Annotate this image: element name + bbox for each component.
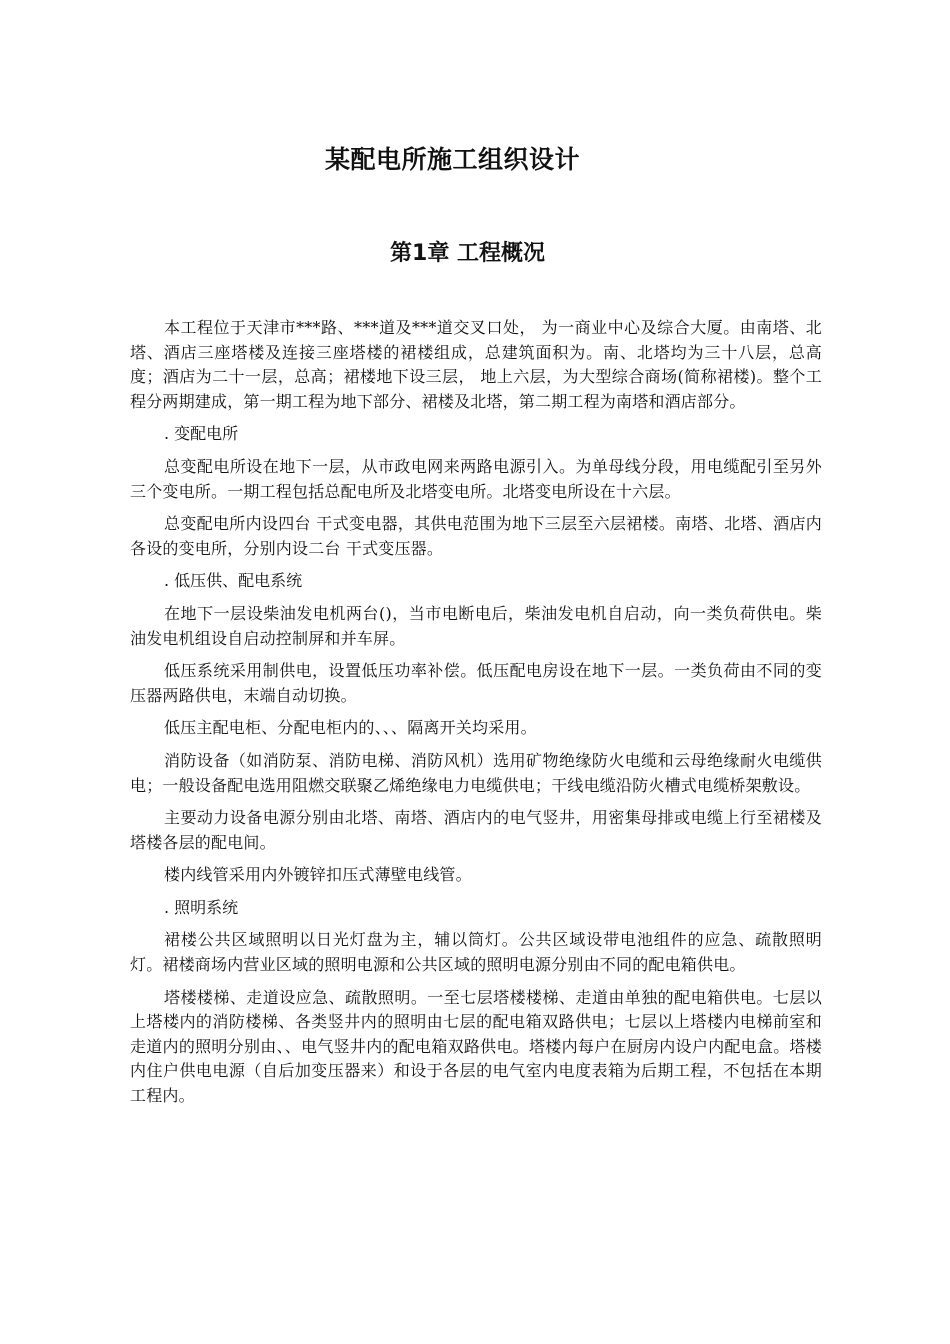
paragraph-switchgear: 低压主配电柜、分配电柜内的、、、隔离开关均采用。 — [164, 718, 537, 738]
paragraph-conduits: 楼内线管采用内外镀锌扣压式薄壁电线管。 — [164, 865, 472, 885]
paragraph-diesel-generators: 在地下一层设柴油发电机两台()，当市电断电后，柴油发电机自启动，向一类负荷供电。柴油发电机组设自启动控制屏和并车屏。 — [130, 603, 822, 648]
section-heading-low-voltage: . 低压供、配电系统 — [164, 571, 303, 591]
chapter-title: 第1章 工程概况 — [390, 241, 545, 266]
section-heading-substation: . 变配电所 — [164, 424, 239, 444]
paragraph-main-substation: 总变配电所设在地下一层，从市政电网来两路电源引入。为单母线分段，用电缆配引至另外三个变电所。一期工程包括总配电所及北塔变电所。北塔变电所设在十六层。 — [130, 456, 822, 501]
paragraph-podium-lighting: 裙楼公共区域照明以日光灯盘为主，辅以筒灯。公共区域设带电池组件的应急、疏散照明灯。裙楼商场内营业区域的照明电源和公共区域的照明电源分别由不同的配电箱供电。 — [130, 930, 822, 975]
document-body — [130, 316, 822, 1117]
paragraph-low-voltage-system: 低压系统采用制供电，设置低压功率补偿。低压配电房设在地下一层。一类负荷由不同的变压器两路供电，末端自动切换。 — [130, 661, 822, 705]
document-title: 某配电所施工组织设计 — [324, 145, 580, 174]
paragraph-fire-equipment-cables: 消防设备（如消防泵、消防电梯、消防风机）选用矿物绝缘防火电缆和云母绝缘耐火电缆供电；一般设备配电选用阻燃交联聚乙烯绝缘电力电缆供电；干线电缆沿防火槽式电缆桥架敷设。 — [130, 750, 822, 795]
paragraph-transformers: 总变配电所内设四台 干式变电器，其供电范围为地下三层至六层裙楼。南塔、北塔、酒店内各设的变电所，分别内设二台 干式变压器。 — [130, 514, 822, 558]
paragraph-tower-lighting: 塔楼楼梯、走道设应急、疏散照明。一至七层塔楼楼梯、走道由单独的配电箱供电。七层以上塔楼内的消防楼梯、各类竖井内的照明由七层的配电箱双路供电；七层以上塔楼内电梯前室和走道内的照明分别由、、电气竖井内的配电箱双路供电。塔楼内每户在厨房内设户内配电盒。塔楼内住户供电电源（自后加变压器来）和设于各层的电气室内电度表箱为后期工程，不包括在本期工程内。 — [130, 987, 822, 1106]
section-heading-lighting: . 照明系统 — [164, 897, 239, 917]
paragraph-power-risers: 主要动力设备电源分别由北塔、南塔、酒店内的电气竖井，用密集母排或电缆上行至裙楼及塔楼各层的配电间。 — [130, 808, 822, 852]
paragraph-project-location: 本工程位于天津市***路、***道及***道交叉口处， 为一商业中心及综合大厦。由南塔、北塔、酒店三座塔楼及连接三座塔楼的裙楼组成，总建筑面积为。南、北塔均为三十八层，总高度；酒店为二十一层，总高；裙楼地下设三层， 地上六层，为大型综合商场(简称裙楼)。整个工程分两期建成，第一期工程为地下部分、裙楼及北塔，第二期工程为南塔和酒店部分。 — [130, 318, 822, 411]
